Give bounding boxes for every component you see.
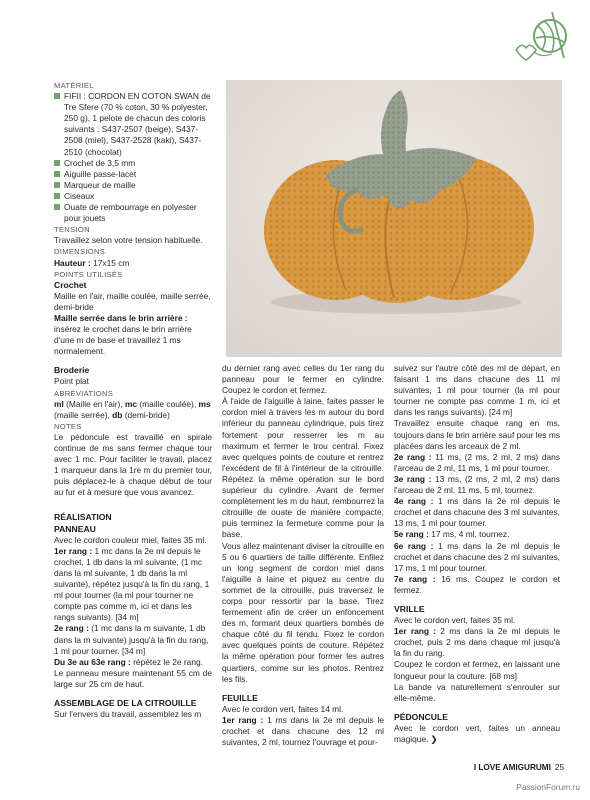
feuille-rang-3: 3e rang : 13 ms, (2 ms, 2 ml, 2 ms) dans l'arceau de 2 ml, 11 ms, 5 ml, tournez. [394,473,560,496]
crochet-text: Maille en l'air, maille coulée, maille serrée, demi-bride [54,290,211,312]
panneau-heading: PANNEAU [54,523,96,534]
bullet-square-icon [54,171,60,177]
feuille-cont-2: Travaillez ensuite chaque rang en ms, toujours dans le brin arrière sauf pour les ms placées dans les arceaux de 2 ml. [394,418,560,451]
rang-2: 2e rang : (1 mc dans la m suivante, 1 db dans la m suivante) jusqu'à la fin du rang, 1 ml pour tourner. [34 m] [54,623,209,656]
rang-3-63: Du 3e au 63e rang : répétez le 2e rang. [54,656,203,667]
assemblage-cont-1: du dernier rang avec celles du 1er rang du panneau pour le fermer en cylindre. Coupez le cordon et fermez. [222,363,384,396]
pedoncule-text: Avec le cordon vert, faites un anneau magique. ❯ [394,722,560,744]
notes-label: NOTES [54,421,82,431]
feuille-rang-1: 1er rang : 1 ms dans la 2e ml depuis le crochet et dans chacune des 12 ml suivantes, 2 ml, tournez l'ouvrage et pour- [222,714,385,748]
watermark: PassionForum.ru [516,782,580,792]
panneau-intro: Avec le cordon couleur miel, faites 35 ml. [54,534,207,545]
feuille-rang-6: 6e rang : 1 ms dans la 2e ml depuis le crochet et dans chacune des 2 ml suivantes, 17 ms, 1 ml pour tourner. [394,540,560,573]
points-label: POINTS UTILISÉS [54,269,123,279]
abreviations-text: ml (Maille en l'air), mc (maille coulée), ms (maille serrée), db (demi-bride) [54,398,211,420]
materiel-item: Ciseaux [54,191,212,202]
vrille-end: Coupez le cordon et fermez, en laissant une longueur pour la couture. [68 ms] [394,659,560,681]
broderie-heading: Broderie [54,365,90,376]
realisation-heading: RÉALISATION [54,512,112,523]
materiel-item: FIFII : CORDON EN COTON SWAN de Tre Sfere (70 % coton, 30 % polyester, 250 g), 1 pelote de chacun des coloris suivants : S437-2507 (beige), S437-2508 (miel), S437-2528 (kaki), S437-2510 (chocolat) [54,91,212,158]
assemblage-text: Sur l'envers du travail, assemblez les m [54,709,202,720]
abreviations-label: ABRÉVIATIONS [54,388,114,398]
assemblage-heading: ASSEMBLAGE DE LA CITROUILLE [54,697,197,708]
bullet-square-icon [54,160,60,166]
feuille-heading: FEUILLE [222,692,258,703]
dimensions-label: DIMENSIONS [54,247,106,257]
vrille-rang-1: 1er rang : 2 ms dans la 2e ml depuis le crochet, puis 2 ms dans chaque ml jusqu'à la fin du rang. [394,626,561,659]
yarn-ball-logo-icon [512,8,572,68]
vrille-heading: VRILLE [394,603,425,614]
pumpkin-photo [226,80,562,357]
feuille-intro: Avec le cordon vert, faites 14 ml. [222,703,344,714]
assemblage-cont-3: Vous allez maintenant diviser la citrouille en 5 ou 6 quartiers de taille différente. Enfilez un long segment de cordon miel dans l'aiguille à laine et piquez au centre du sommet de la citrouille, puis traversez le corps pour ressortir par la base. Tirez fermement afin de créer un enfoncement des m, formant deux quartiers bombés de chaque côté du fil tendu. Fixez le cordon avec quelques points de couture. Répétez la même opération pour former les autres quartiers, comme sur les photos. Rentrez les fils. [222,540,385,684]
feuille-rang-5: 5e rang : 17 ms, 4 ml, tournez. [394,529,510,540]
magazine-title: I LOVE AMIGURUMI [473,763,551,772]
msba-text: Maille serrée dans le brin arrière : insérez le crochet dans le brin arrière d'une m de base et travaillez 1 ms normalement. [54,312,192,357]
pedoncule-heading: PÉDONCULE [394,711,448,722]
page-number: 25 [554,763,564,772]
bullet-square-icon [54,93,60,99]
column-left [54,80,212,720]
materiel-item: Ouate de rembourrage en polyester pour jouets [54,202,212,224]
materiel-label: MATÉRIEL [54,81,94,90]
next-arrow-icon: ❯ [430,734,438,744]
feuille-rang-2: 2e rang : 11 ms, (2 ms, 2 ml, 2 ms) dans l'arceau de 2 ml, 11 ms, 1 ml pour tourner. [394,451,560,473]
bullet-square-icon [54,204,60,210]
notes-text: Le pédoncule est travaillé en spirale continue de ms sans fermer chaque tour avec 1 mc. Pour faciliter le travail, placez 1 marqueur dans la 1re m du premier tour, puis déplacez-le à chaque début de tour au fur et à mesure que vous avancez. [54,431,212,498]
assemblage-cont-2: À l'aide de l'aiguille à laine, faites passer le cordon miel à travers les m autour du bord inférieur du panneau cylindrique, puis tirez fortement pour resserrer les m au maximum et fermer le trou central. Fixez avec quelques points de couture et rentrez l'excédent de fil à l'intérieur de la citrouille. Répétez la même opération sur le bord supérieur du cylindre. Avant de fermer complètement les m du haut, rembourrez la citrouille de ouate de manière compacte, puis terminez la fermeture comme pour la base. [222,396,384,540]
feuille-rang-7: 7e rang : 16 ms. Coupez le cordon et fermez. [394,573,560,595]
column-middle [222,363,384,748]
crochet-heading: Crochet [54,279,87,290]
panneau-end: Le panneau mesure maintenant 55 cm de large sur 25 cm de haut. [54,667,212,689]
broderie-text: Point plat [54,376,89,387]
bullet-square-icon [54,182,60,188]
vrille-note: La bande va naturellement s'enrouler sur elle-même. [394,681,560,703]
feuille-cont-1: suivez sur l'autre côté des ml de départ, en faisant 1 ms dans chacune des 11 ml suivantes, 1 ml pour tourner (la ml pour tourner ne compte pas comme 1 m, ici et dans les rangs suivants). [24 m] [394,363,560,418]
rang-1: 1er rang : 1 mc dans la 2e ml depuis le crochet, 1 db dans la ml suivante, (1 mc dans la ml suivante, 1 db dans la ml suivante), répétez jusqu'à la fin du rang, 1 ml pour tourner (la ml pour tourner ne compte pas comme m, ici et dans les rangs suivants). [34 m] [54,545,210,623]
materiel-item: Aiguille passe-lacet [54,169,212,180]
dimensions-text: Hauteur : 17x15 cm [54,257,130,268]
page-footer [474,763,564,772]
tension-label: TENSION [54,225,90,235]
bullet-square-icon [54,193,60,199]
materiel-item: Marqueur de maille [54,180,212,191]
tension-text: Travaillez selon votre tension habituelle. [54,235,203,246]
vrille-intro: Avec le cordon vert, faites 35 ml. [394,615,516,626]
feuille-rang-4: 4e rang : 1 ms dans la 2e ml depuis le crochet et dans chacune des 3 ml suivantes, 13 ms, 1 ml pour tourner. [394,496,560,529]
materiel-item: Crochet de 3,5 mm [54,158,212,169]
pumpkin-illustration [226,80,562,357]
column-right [394,363,560,745]
